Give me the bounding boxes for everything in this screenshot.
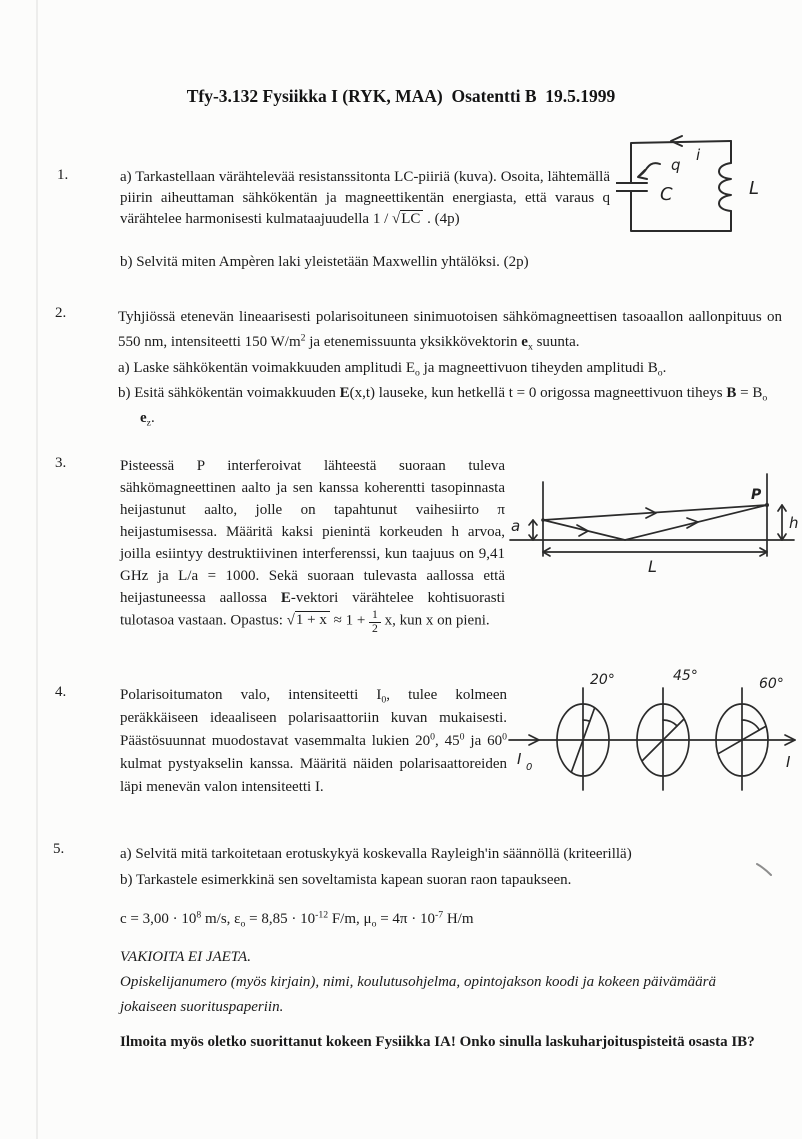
- l-label: L: [648, 557, 657, 576]
- a-label: a: [511, 517, 521, 535]
- circuit-wires: [631, 141, 731, 231]
- question-1-text-a: a) Tarkastellaan värähtelevää resistanssitonta LC-piiriä (kuva). Osoita, lähtemällä piirin aiheuttaman sähkökentän ja magneettikentän energiasta, että varaus q värähtelee harmonisesti kulmataajuudella 1 / √LC . (4p): [120, 169, 610, 227]
- question-2-block: [118, 305, 782, 431]
- question-1-number: 1.: [57, 167, 69, 183]
- p-label: P: [751, 487, 762, 503]
- current-label: i: [696, 146, 701, 164]
- inductor-symbol: [719, 163, 731, 211]
- output-intensity-label: I: [786, 753, 791, 771]
- h-label: h: [789, 514, 799, 532]
- a-dimension-arrow: [529, 520, 537, 540]
- question-5-item-a: a) Selvitä mitä tarkoitetaan erotuskykyä koskevalla Rayleigh'in säännöllä (kriteerillä): [120, 846, 632, 862]
- note-instructions: Opiskelijanumero (myös kirjain), nimi, koulutusohjelma, opintojakson koodi ja kokeen päivämäärä jokaiseen suorituspaperiin.: [120, 974, 716, 1015]
- question-5-item-b: b) Tarkastele esimerkkinä sen soveltamista kapean suoran raon tapaukseen.: [120, 872, 572, 888]
- input-intensity-label: I: [517, 750, 522, 768]
- page-title: Tfy-3.132 Fysiikka I (RYK, MAA) Osatentti B 19.5.1999: [186, 86, 616, 106]
- interference-figure: [498, 466, 802, 584]
- question-4-number: 4.: [55, 684, 67, 700]
- p-point: [765, 503, 769, 507]
- question-5-number: 5.: [53, 841, 65, 857]
- question-2-intro: Tyhjiössä etenevän lineaarisesti polarisoituneen sinimuotoisen sähkömagneettisen tasoaallon aallonpituus on 550 nm, intensiteetti 150 $W/m^2$ ja etenemissuunta yksikkövektorin $e_x$ suunta.: [118, 309, 782, 353]
- capacitor-label: C: [660, 184, 673, 205]
- question-2-number: 2.: [55, 305, 67, 321]
- current-arrow: [671, 136, 682, 146]
- question-3-number: 3.: [55, 455, 67, 471]
- question-4-text: Polarisoitumaton valo, intensiteetti $I_0$, tulee kolmeen peräkkäiseen ideaaliseen polarisaattoriin kuvan mukaisesti. Päästösuunnat muodostavat vasemmalta lukien $20^0$, $45^0$ ja $60^0$ kulmat pystyakselin kanssa. Määritä näiden polarisaattoreiden läpi menevän valon intensiteetti I.: [120, 687, 507, 795]
- polarizer-2: [637, 688, 689, 790]
- pen-tick-mark: [752, 858, 778, 884]
- inductor-label: L: [749, 178, 760, 199]
- note-vakioita: VAKIOITA EI JAETA.: [120, 949, 251, 965]
- angle-3-label: 60°: [759, 676, 784, 692]
- polarizer-3: [716, 688, 768, 790]
- charge-arrow: [638, 163, 660, 179]
- question-1-text-b: b) Selvitä miten Ampèren laki yleistetään Maxwellin yhtälöksi. (2p): [120, 254, 529, 270]
- charge-label: q: [671, 156, 681, 174]
- source-point: [541, 518, 545, 522]
- beam-axis: [509, 735, 795, 745]
- angle-2-label: 45°: [673, 668, 698, 684]
- l-dimension-arrow: [543, 548, 767, 556]
- question-3-text: Pisteessä P interferoivat lähteestä suoraan tuleva sähkömagneettinen aalto ja sen kanssa koherentti tasopinnasta heijastunut aalto, jolle on tapahtunut vaihesiirto π heijastumisessa. Määritä kaksi pienintä korkeuden h arvoa, joilla esiintyy destruktiivinen interferenssi, kun taajuus on 9,41 GHz ja L/a = 1000. Sekä suoraan tulevasta aallossa että heijastuneessa aallossa E-vektori värähtelee kohtisuorasti tulotasoa vastaan. Opastus: √1 + x ≈ 1 + $\frac{1}{2}$ x, kun x on pieni.: [120, 458, 505, 635]
- note-ilmoita: Ilmoita myös oletko suorittanut kokeen Fysiikka IA! Onko sinulla laskuharjoituspisteitä osasta IB?: [120, 1034, 755, 1050]
- capacitor-symbol: [616, 183, 647, 191]
- constants-line: $c = 3,00 \cdot 10^8$ m/s, $\varepsilon_o = 8,85 \cdot 10^{-12}$ F/m, $\mu_o = 4\pi \cdot 10^{-7}$ H/m: [120, 909, 474, 930]
- polarizers-figure: [503, 664, 802, 804]
- polarizer-1: [557, 688, 609, 790]
- lc-circuit-figure: [616, 128, 788, 248]
- h-dimension-arrow: [778, 505, 786, 540]
- question-2-item-a: a) Laske sähkökentän voimakkuuden amplitudi $E_o$ ja magneettivuon tiheyden amplitudi $B_o$.: [118, 360, 667, 379]
- question-2-item-b: b) Esitä sähkökentän voimakkuuden E(x,t) lauseke, kun hetkellä t = 0 origossa magneettivuon tiheys $B = B_o$ $e_z$.: [118, 385, 768, 429]
- scan-edge-line: [36, 0, 38, 1139]
- reflected-ray: [543, 505, 767, 540]
- input-intensity-sub: 0: [526, 762, 533, 773]
- angle-1-label: 20°: [590, 672, 615, 688]
- question-5-block: [120, 841, 802, 893]
